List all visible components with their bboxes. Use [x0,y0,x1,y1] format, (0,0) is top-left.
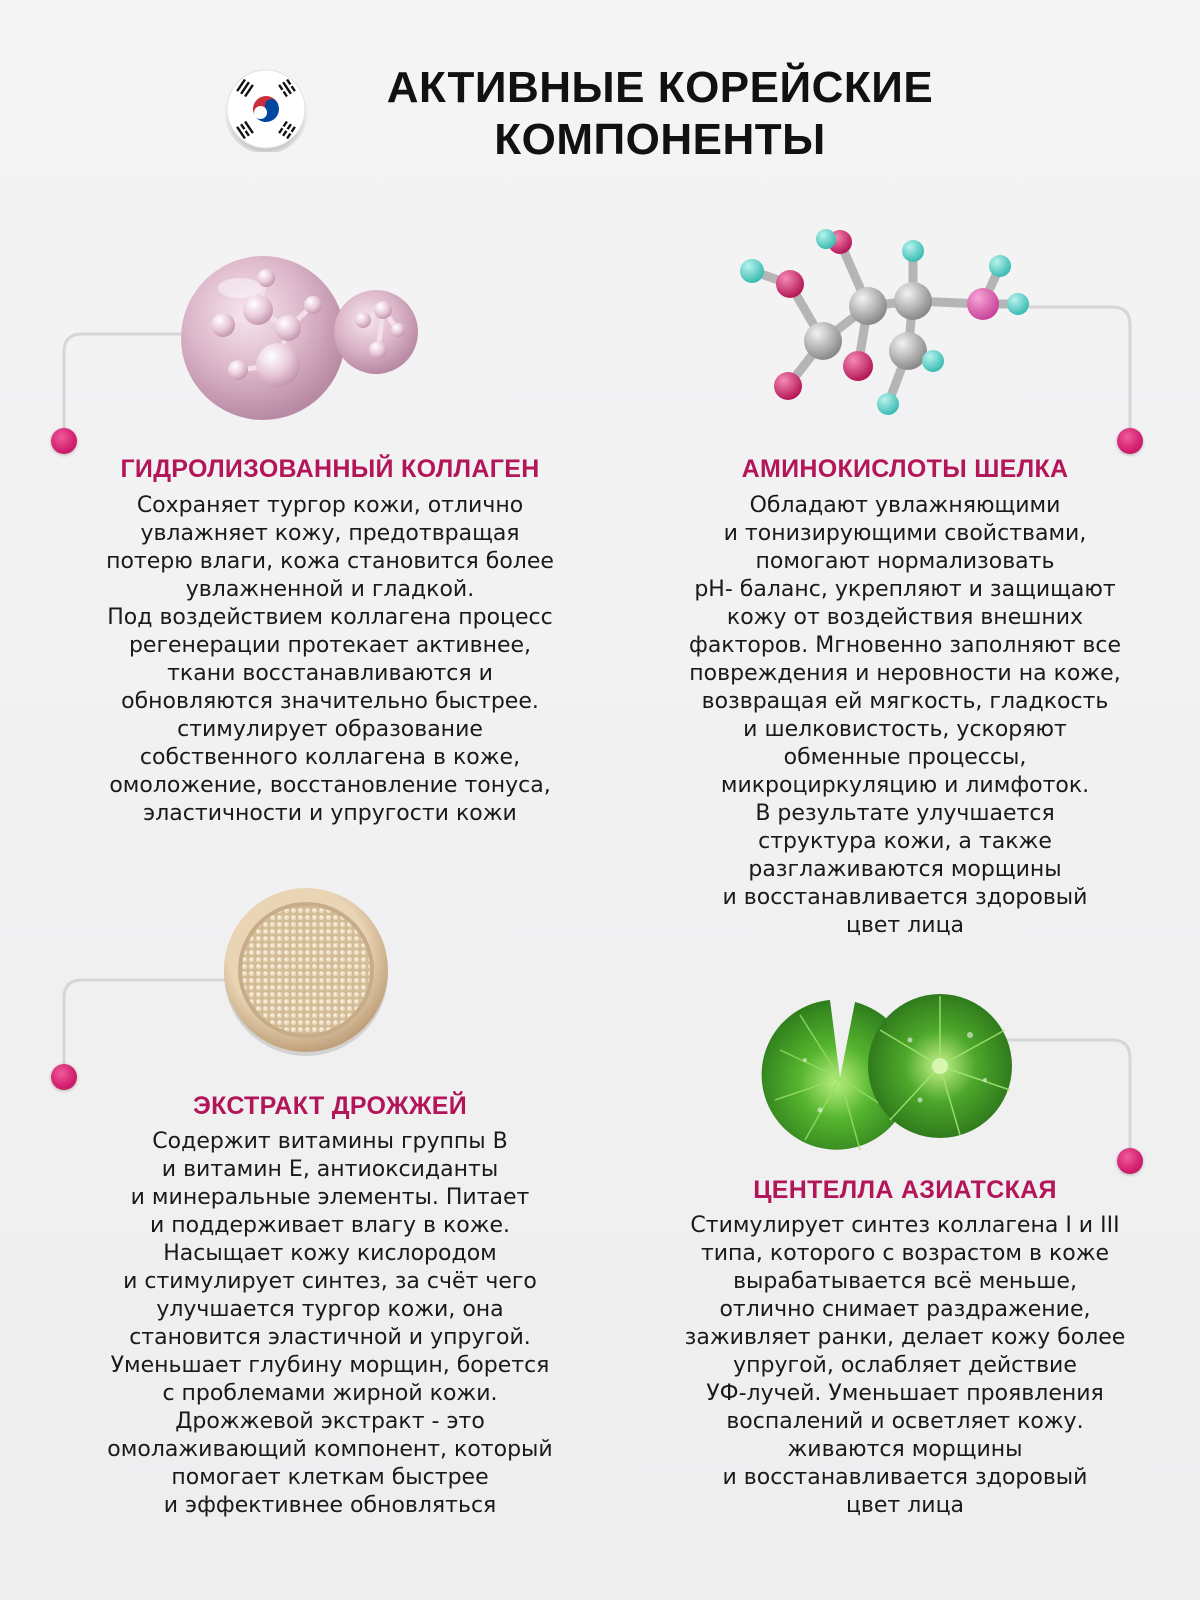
page-title-line1: АКТИВНЫЕ КОРЕЙСКИЕ [386,63,934,112]
page-title [300,62,1020,166]
ingredient-text-centella: Стимулирует синтез коллагена I и III типа, которого с возрастом в коже вырабатывается всё меньше, отлично снимает раздражение, заживляет ранки, делает кожу более упругой, ослабляет действие УФ-лучей. Уменьшает проявления воспалений и осветляет кожу. живаются морщины и восстанавливается здоровый цвет лица [684,1213,1126,1518]
bullet-dot-centella [1117,1148,1143,1174]
bullet-dot-collagen [51,428,77,454]
amino-acid-molecule-icon [728,226,1038,426]
bullet-dot-amino [1117,428,1143,454]
collagen-bubbles-icon [178,250,428,426]
ingredient-title-centella: ЦЕНТЕЛЛА АЗИАТСКАЯ [753,1176,1057,1204]
ingredient-title-collagen: ГИДРОЛИЗОВАННЫЙ КОЛЛАГЕН [120,455,540,483]
page-title-line2: КОМПОНЕНТЫ [494,115,826,164]
ingredient-title-yeast: ЭКСТРАКТ ДРОЖЖЕЙ [193,1092,467,1120]
connector-amino [1030,307,1130,437]
ingredient-text-collagen: Сохраняет тургор кожи, отлично увлажняет кожу, предотвращая потерю влаги, кожа становится более увлажненной и гладкой. Под воздействием коллагена процесс регенерации протекает активнее, ткани восстанавливаются и обновляются значительно быстрее. стимулирует образование собственного коллагена в коже, омоложение, восстановление тонуса, эластичности и упругости кожи [106,493,554,826]
ingredient-text-amino: Обладают увлажняющими и тонизирующими свойствами, помогают нормализовать pH- баланс, укрепляют и защищают кожу от воздействия внешних факторов. Мгновенно заполняют все повреждения и неровности на коже, возвращая ей мягкость, гладкость и шелковистость, ускоряют обменные процессы, микроциркуляцию и лимфоток. В результате улучшается структура кожи, а также разглаживаются морщины и восстанавливается здоровый цвет лица [689,493,1121,938]
ingredient-text-yeast: Содержит витамины группы B и витамин Е, антиоксиданты и минеральные элементы. Питает и поддерживает влагу в коже. Насыщает кожу кислородом и стимулирует синтез, за счёт чего улучшается тургор кожи, она становится эластичной и упругой. Уменьшает глубину морщин, борется с проблемами жирной кожи. Дрожжевой экстракт - это омолаживающий компонент, который помогает клеткам быстрее и эффективнее обновляться [107,1129,553,1518]
bullet-dot-yeast [51,1064,77,1090]
korea-flag-icon [223,66,309,152]
connector-yeast [64,980,228,1066]
yeast-bowl-icon [220,886,392,1058]
ingredient-title-amino: АМИНОКИСЛОТЫ ШЕЛКА [741,455,1069,483]
centella-leaves-icon [760,990,1020,1160]
